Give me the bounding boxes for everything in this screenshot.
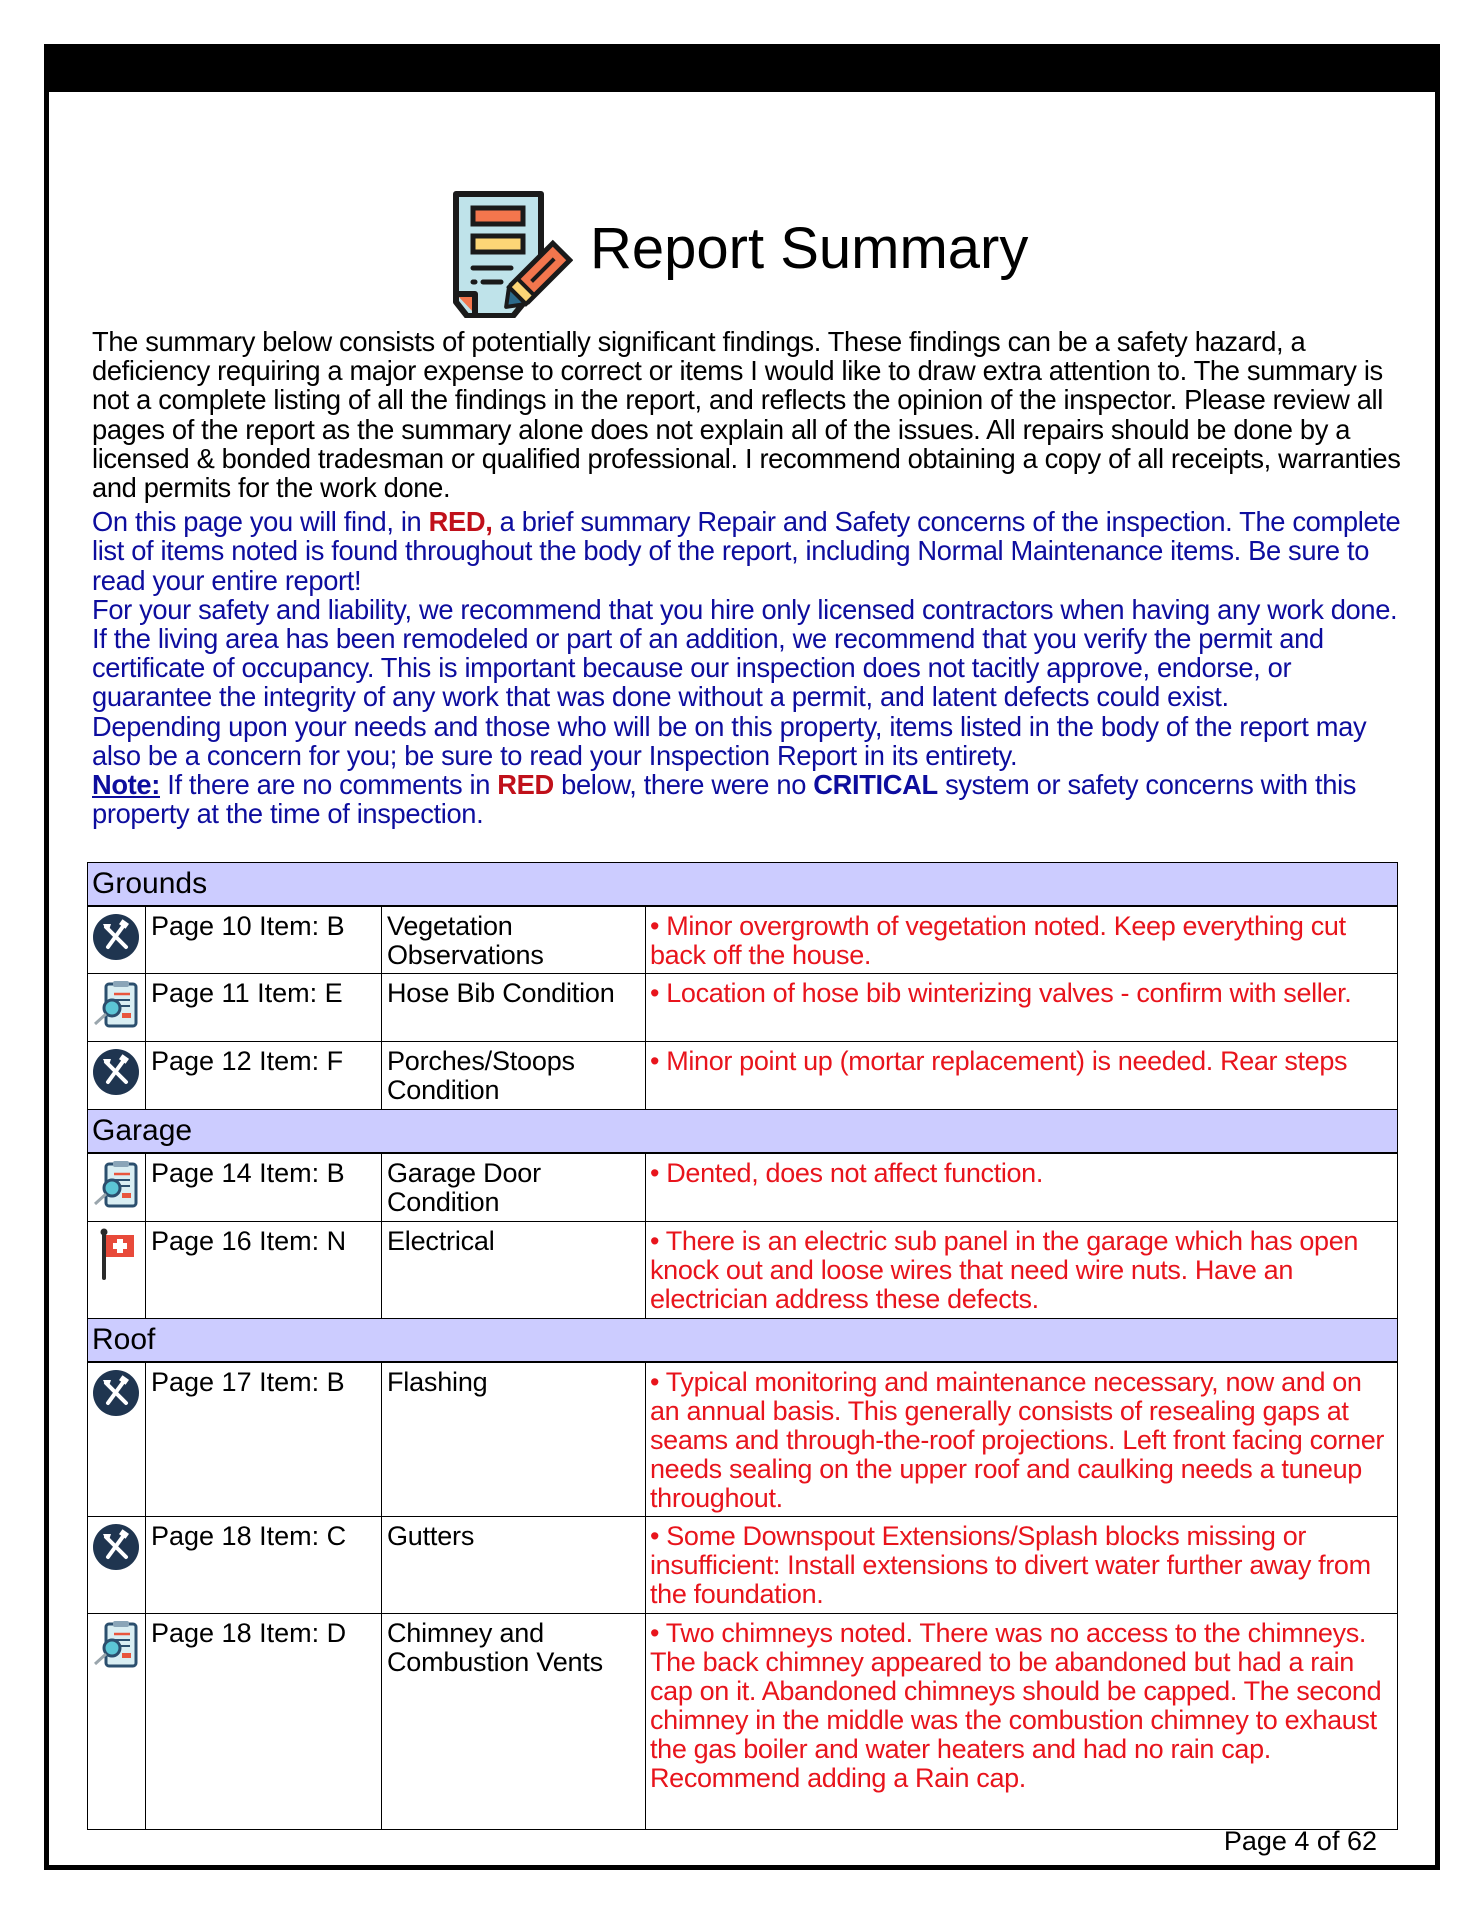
page-reference[interactable]: Page 17 Item: B	[146, 1362, 382, 1517]
row-icon-cell	[88, 1221, 146, 1318]
table-row	[88, 1153, 1398, 1221]
row-icon-cell	[88, 906, 146, 974]
section-header-grounds	[88, 863, 1398, 907]
safety-flag-icon	[92, 1228, 140, 1280]
table-row	[88, 1362, 1398, 1517]
page-reference[interactable]: Page 10 Item: B	[146, 906, 382, 974]
repair-tools-icon	[92, 913, 140, 961]
page-reference[interactable]: Page 18 Item: D	[146, 1613, 382, 1829]
page-reference[interactable]: Page 18 Item: C	[146, 1516, 382, 1613]
finding-description: • Two chimneys noted. There was no access to the chimneys. The back chimney appeared to be abandoned but had a rain cap on it. Abandoned chimneys should be capped. The second chimney in the middle was the combustion chimney to exhaust the gas boiler and water heaters and had no rain cap. Recommend adding a Rain cap.	[646, 1613, 1398, 1829]
item-name: Flashing	[382, 1362, 646, 1517]
note-text: If there are no comments in	[160, 769, 498, 801]
intro-text	[92, 327, 1402, 828]
instructions-paragraph-1	[92, 507, 1402, 595]
instructions-paragraph-3: Depending upon your needs and those who will be on this property, items listed in the body of the report may also be a concern for you; be sure to read your Inspection Report in its entirety.	[92, 710, 1367, 771]
item-name: Porches/Stoops Condition	[382, 1042, 646, 1110]
table-row	[88, 1221, 1398, 1318]
red-emphasis: RED	[497, 769, 554, 801]
section-header-roof	[88, 1318, 1398, 1362]
repair-tools-icon	[92, 1523, 140, 1571]
row-icon-cell	[88, 1362, 146, 1517]
critical-emphasis: CRITICAL	[813, 769, 938, 801]
note-paragraph	[92, 770, 1402, 828]
table-row	[88, 906, 1398, 974]
finding-description: • There is an electric sub panel in the garage which has open knock out and loose wires that need wire nuts. Have an electrician address these defects.	[646, 1221, 1398, 1318]
intro-paragraph: The summary below consists of potentially significant findings. These findings can be a safety hazard, a deficiency requiring a major expense to correct or items I would like to draw extra attention to. The summary is not a complete listing of all the findings in the report, and reflects the opinion of the inspector. Please review all pages of the report as the summary alone does not explain all of the issues. All repairs should be done by a licensed & bonded tradesman or qualified professional. I recommend obtaining a copy of all receipts, warranties and permits for the work done.	[92, 326, 1401, 504]
finding-description: • Minor point up (mortar replacement) is needed. Rear steps	[646, 1042, 1398, 1110]
finding-description: • Some Downspout Extensions/Splash blocks missing or insufficient: Install extensions to divert water further away from the foundation.	[646, 1516, 1398, 1613]
inspect-clipboard-icon	[92, 980, 140, 1032]
summary-table	[87, 862, 1398, 1830]
note-text: below, there were no	[553, 769, 814, 801]
instructions-text: a brief summary Repair and Safety concerns of the inspection. The complete list of items noted is found throughout the body of the report, including Normal Maintenance items. Be sure to read your entire report!	[92, 506, 1401, 596]
inspect-clipboard-icon	[92, 1620, 140, 1672]
instructions-paragraph-2: For your safety and liability, we recommend that you hire only licensed contractors when having any work done. If the living area has been remodeled or part of an addition, we recommend that you verify the permit and certificate of occupancy. This is important because our inspection does not tacitly approve, endorse, or guarantee the integrity of any work that was done without a permit, and latent defects could exist.	[92, 593, 1398, 713]
item-name: Hose Bib Condition	[382, 974, 646, 1042]
section-title: Roof	[88, 1318, 1398, 1362]
finding-description: • Location of hose bib winterizing valves - confirm with seller.	[646, 974, 1398, 1042]
page-reference[interactable]: Page 12 Item: F	[146, 1042, 382, 1110]
page-reference[interactable]: Page 16 Item: N	[146, 1221, 382, 1318]
row-icon-cell	[88, 974, 146, 1042]
report-pencil-icon	[453, 190, 573, 318]
finding-description: • Dented, does not affect function.	[646, 1153, 1398, 1221]
item-name: Chimney and Combustion Vents	[382, 1613, 646, 1829]
row-icon-cell	[88, 1042, 146, 1110]
page-reference[interactable]: Page 14 Item: B	[146, 1153, 382, 1221]
repair-tools-icon	[92, 1048, 140, 1096]
row-icon-cell	[88, 1516, 146, 1613]
section-title: Garage	[88, 1110, 1398, 1154]
table-row	[88, 1516, 1398, 1613]
note-text: system or safety concerns with this property at the time of inspection.	[92, 769, 1357, 830]
inspect-clipboard-icon	[92, 1160, 140, 1212]
table-row	[88, 1613, 1398, 1829]
section-title: Grounds	[88, 863, 1398, 907]
instructions-block	[92, 507, 1402, 828]
page-reference[interactable]: Page 11 Item: E	[146, 974, 382, 1042]
row-icon-cell	[88, 1153, 146, 1221]
finding-description: • Minor overgrowth of vegetation noted. Keep everything cut back off the house.	[646, 906, 1398, 974]
item-name: Garage Door Condition	[382, 1153, 646, 1221]
row-icon-cell	[88, 1613, 146, 1829]
note-label: Note:	[92, 769, 160, 801]
red-emphasis: RED,	[428, 506, 493, 538]
item-name: Gutters	[382, 1516, 646, 1613]
item-name: Electrical	[382, 1221, 646, 1318]
section-header-garage	[88, 1110, 1398, 1154]
table-row	[88, 974, 1398, 1042]
repair-tools-icon	[92, 1369, 140, 1417]
table-row	[88, 1042, 1398, 1110]
page-title: Report Summary	[590, 216, 1029, 281]
item-name: Vegetation Observations	[382, 906, 646, 974]
page-number: Page 4 of 62	[1223, 1826, 1377, 1856]
finding-description: • Typical monitoring and maintenance necessary, now and on an annual basis. This generally consists of resealing gaps at seams and through-the-roof projections. Left front facing corner needs sealing on the upper roof and caulking needs a tuneup throughout.	[646, 1362, 1398, 1517]
instructions-text: On this page you will find, in	[92, 506, 429, 538]
